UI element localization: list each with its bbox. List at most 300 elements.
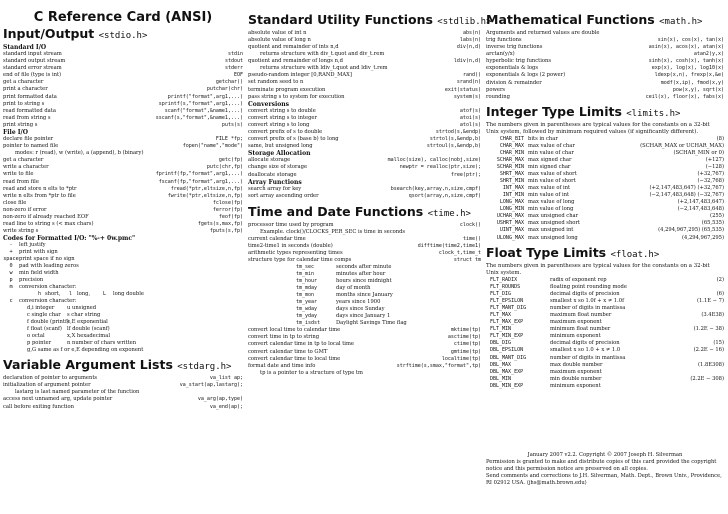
reference-row — [486, 80, 724, 87]
limit-row — [486, 235, 724, 242]
reference-row — [248, 349, 481, 356]
row-label: SCHAR_MAX — [496, 156, 524, 163]
row-label: CHAR_MAX — [499, 142, 524, 149]
conversion-row — [3, 326, 243, 333]
row-label: write to file — [3, 171, 34, 178]
row-value: fwrite(*ptr,eltsize,n,fp) — [167, 192, 243, 199]
conversion-row — [3, 333, 243, 340]
stdio-heading: Input/Output <stdio.h> — [3, 26, 148, 41]
row-value: conversion character: — [19, 284, 77, 291]
row-label: SHRT_MIN — [499, 178, 524, 185]
row-value: sinh(x), cosh(x), tanh(x) — [648, 58, 724, 65]
reference-row — [248, 30, 481, 37]
row-value: days since Sunday — [336, 306, 385, 313]
card-title: C Reference Card (ANSI) — [33, 10, 213, 25]
row-extra: (+32,767) — [697, 171, 724, 178]
row-value: minimum float number — [550, 326, 611, 333]
tm-field-row — [248, 285, 481, 292]
permission-notice: Permission is granted to make and distribute copies of this card provided the copyright notice and this permission notice are preserved on all copies. — [486, 459, 717, 472]
row-label: non-zero if error — [3, 206, 47, 213]
conversion-list — [3, 305, 243, 347]
row-value: min value of long — [528, 206, 574, 213]
stdlib-list — [248, 30, 481, 51]
row-label: convert string s to double — [248, 107, 316, 114]
float-limit-row — [486, 333, 724, 340]
file-io-list-2 — [3, 157, 243, 235]
float-list — [486, 277, 724, 391]
row-value: n number of chars written — [67, 340, 137, 347]
row-label: LONG_MAX — [499, 199, 524, 206]
reference-row — [248, 356, 481, 363]
row-extra: (+2,147,483,647) (+32,767) — [649, 185, 724, 192]
reference-row — [248, 143, 481, 150]
tm-field-row — [248, 271, 481, 278]
row-label: arithmetic types representing times — [248, 250, 343, 257]
row-value: asctime(tp) — [447, 334, 481, 341]
row-value: bsearch(key,array,n,size,cmpf) — [390, 185, 481, 192]
row-label: call before exiting function — [3, 403, 75, 410]
reference-row — [3, 171, 243, 178]
reference-row — [3, 228, 243, 235]
row-extra: (4,294,967,295) (65,535) — [658, 227, 724, 234]
row-value: free(ptr); — [450, 171, 481, 178]
row-extra: (3.4E38) — [701, 312, 724, 319]
row-value: fprintf(fp,"format",arg1,...) — [155, 171, 243, 178]
row-value: decimal digits of precision — [550, 290, 620, 297]
stdlib-heading: Standard Utility Functions <stdlib.h> — [248, 12, 492, 27]
row-label: tm_sec — [296, 264, 315, 271]
row-label: m — [9, 284, 13, 291]
array-list — [248, 186, 481, 200]
reference-row — [248, 157, 481, 164]
row-label: USHRT_MAX — [496, 220, 524, 227]
row-label: tm_hour — [296, 278, 318, 285]
float-limit-row — [486, 355, 724, 362]
row-label: convert prefix of s (base b) to long — [248, 136, 339, 143]
reference-row — [486, 72, 724, 79]
row-extra: (SCHAR_MAX or UCHAR_MAX) — [640, 142, 724, 149]
row-label: DBL_MIN — [490, 375, 512, 382]
reference-row — [248, 243, 481, 250]
reference-row — [248, 94, 481, 101]
row-value: va_arg(ap,type) — [197, 396, 243, 403]
float-intro: The numbers given in parentheses are typical values for the constants on a 32-bit Unix system. — [486, 262, 710, 276]
row-value: atan2(y,x) — [693, 51, 724, 58]
float-limit-row — [486, 383, 724, 390]
row-value: fgets(s,max,fp) — [197, 221, 243, 228]
reference-row — [3, 94, 243, 101]
float-limit-row — [486, 291, 724, 298]
row-label: tm_mday — [296, 285, 318, 292]
reference-row — [3, 115, 243, 122]
reference-row — [3, 136, 243, 143]
float-limit-row — [486, 369, 724, 376]
row-extra: (−32,768) — [697, 178, 724, 185]
row-label: 0 — [9, 263, 13, 270]
reference-row — [3, 179, 243, 186]
row-label: allocate storage — [248, 157, 291, 164]
reference-row — [486, 58, 724, 65]
reference-row — [248, 72, 481, 79]
row-value: min field width — [19, 270, 59, 277]
row-value: exp(x), log(x), log10(x) — [651, 65, 724, 72]
row-value: ldiv(n,d) — [453, 58, 481, 65]
row-value: e,E exponential — [67, 319, 108, 326]
tm-field-row — [248, 278, 481, 285]
row-value: fopen("name","mode") — [182, 143, 243, 150]
time-note: tp is a pointer to a structure of type tm — [260, 369, 363, 376]
row-label: arctan(y/x) — [486, 51, 515, 58]
row-label: convert local time to calendar time — [248, 327, 341, 334]
row-label: pseudo-random integer [0,RAND_MAX] — [248, 72, 352, 79]
copyright: January 2007 v2.2. Copyright © 2007 Joseph H. Silverman — [527, 452, 683, 458]
row-value: localtime(tp) — [441, 355, 481, 362]
reference-row — [486, 94, 724, 101]
row-value: printf("format",arg1,...) — [167, 93, 243, 100]
reference-row — [3, 101, 243, 108]
tm-field-row — [248, 299, 481, 306]
limit-row — [486, 227, 724, 234]
row-value: fread(*ptr,eltsize,n,fp) — [170, 185, 243, 192]
row-value: max double number — [550, 361, 603, 368]
row-label: search array for key — [248, 185, 302, 192]
row-label: convert prefix of s to double — [248, 129, 323, 136]
tm-field-row — [248, 264, 481, 271]
reference-row — [3, 382, 243, 389]
limit-row — [486, 164, 724, 171]
row-label: time2-time1 in seconds (double) — [248, 242, 333, 249]
row-label: quotient and remainder of ints n,d — [248, 44, 339, 51]
row-label: current calendar time — [248, 235, 306, 242]
reference-row — [248, 186, 481, 193]
row-label: structure type for calendar time comps — [248, 257, 352, 264]
row-value: minimum exponent — [550, 382, 601, 389]
row-label: print string s — [3, 121, 38, 128]
reference-row — [248, 115, 481, 122]
row-value: abs(n) — [462, 30, 481, 36]
float-limit-row — [486, 319, 724, 326]
row-value: minutes after hour — [336, 271, 386, 278]
row-label: tm_min — [296, 271, 315, 278]
row-value: ldexp(x,n), frexp(x,&e) — [654, 72, 724, 79]
row-value: getchar() — [215, 79, 243, 86]
row-value: atoi(s) — [459, 114, 481, 121]
row-value: scanf("format",&name1,...) — [164, 107, 243, 114]
reference-row — [3, 86, 243, 93]
row-value: strtol(s,&endp,b) — [429, 136, 481, 143]
column-3 — [486, 0, 724, 390]
limits-heading: Integer Type Limits <limits.h> — [486, 103, 681, 119]
row-value: max value of short — [528, 171, 577, 178]
reference-row — [486, 37, 724, 44]
row-extra: (2.2E − 16) — [693, 347, 724, 354]
row-value: putc(chr,fp) — [206, 164, 243, 171]
standard-io-title: Standard I/O — [3, 44, 47, 51]
row-value: strtoul(s,&endp,b) — [426, 143, 481, 150]
reference-row — [248, 44, 481, 51]
row-value: max signed char — [528, 156, 572, 163]
row-value: hours since midnight — [336, 278, 392, 285]
row-extra: (+2,147,483,647) — [677, 199, 724, 206]
tm-field-row — [248, 306, 481, 313]
row-value: fputs(s,fp) — [209, 228, 243, 235]
row-value: s char string — [67, 312, 101, 319]
stdlib-list-3 — [248, 72, 481, 100]
row-value: strtod(s,&endp) — [435, 129, 481, 136]
row-label: read formatted data — [3, 107, 56, 114]
row-extra: (1.8E308) — [698, 361, 724, 368]
reference-row — [248, 136, 481, 143]
row-label: DBL_MAX_EXP — [490, 368, 524, 375]
row-value: left justify — [19, 242, 46, 249]
row-label: convert string s to integer — [248, 114, 317, 121]
format-code-row — [3, 242, 243, 249]
row-value: div(n,d) — [456, 44, 481, 51]
row-label: FLT_MIN_EXP — [490, 333, 524, 340]
row-label: tm_yday — [296, 313, 318, 320]
reference-row — [248, 250, 481, 257]
format-code-row — [3, 249, 243, 256]
file-io-title: File I/O — [3, 129, 28, 137]
row-extra: (65,535) — [701, 220, 724, 227]
row-extra: (+127) — [705, 156, 724, 163]
column-1 — [3, 0, 243, 411]
reference-row — [3, 157, 243, 164]
reference-row — [248, 37, 481, 44]
row-label: print a character — [3, 86, 48, 93]
row-label: SCHAR_MIN — [496, 164, 524, 171]
reference-row — [248, 122, 481, 129]
standard-io-list — [3, 51, 243, 129]
row-label: exponentials & logs (2 power) — [486, 72, 566, 79]
row-value: years since 1900 — [336, 299, 381, 306]
row-label: DBL_DIG — [490, 340, 512, 347]
time-example: Example. clock()/CLOCKS_PER_SEC is time in seconds — [260, 228, 406, 235]
conversions-title: Conversions — [248, 100, 290, 108]
row-value: getc(fp) — [218, 157, 243, 164]
row-value: max unsigned int — [528, 227, 574, 234]
row-value: day of month — [336, 285, 371, 292]
limit-row — [486, 171, 724, 178]
limit-row — [486, 206, 724, 213]
row-value: lf double (scanf) — [67, 326, 110, 333]
row-extra: (15) — [713, 340, 724, 347]
row-value: months since January — [336, 292, 393, 299]
reference-row — [3, 200, 243, 207]
row-value: time() — [462, 235, 481, 242]
row-value: bits in char — [528, 135, 558, 142]
row-value: srand(n) — [456, 79, 481, 86]
row-extra — [662, 383, 724, 390]
row-label: format date and time info — [248, 362, 316, 369]
row-label: write a character — [3, 164, 49, 171]
row-label: tm_mon — [296, 292, 315, 299]
row-value: print with sign — [19, 249, 58, 256]
row-label: CHAR_MIN — [499, 149, 524, 156]
reference-row — [3, 164, 243, 171]
row-value: maximum exponent — [550, 319, 602, 326]
gG-note: g,G same as f or e,E depending on exponent — [27, 347, 144, 354]
float-limit-row — [486, 284, 724, 291]
reference-row — [248, 58, 481, 65]
row-value: struct tm — [453, 257, 481, 264]
row-value: atof(s) — [459, 107, 481, 114]
stdarg-list-2 — [3, 396, 243, 410]
stdarg-heading: Variable Argument Lists <stdarg.h> — [3, 357, 232, 373]
stdarg-note: lastarg is last named parameter of the function — [15, 389, 140, 396]
row-label: tm_year — [296, 299, 318, 306]
reference-row — [486, 87, 724, 94]
math-intro: Arguments and returned values are double — [486, 30, 600, 36]
conversions-list — [248, 108, 481, 151]
row-value: min value of char — [528, 149, 574, 156]
reference-row — [248, 108, 481, 115]
row-value: modf(x,ip), fmod(x,y) — [660, 79, 724, 86]
row-value: days since January 1 — [336, 313, 391, 320]
row-value: ceil(x), floor(x), fabs(x) — [645, 93, 724, 100]
row-label: end of file (type is int) — [3, 72, 62, 79]
codes-list — [3, 242, 243, 291]
row-extra: (−2,147,483,648) (−32,767) — [649, 192, 724, 199]
m-line: h short, l long, L long double — [37, 291, 144, 298]
row-extra: (255) — [710, 213, 724, 220]
row-label: set random seed to n — [248, 79, 304, 86]
limits-intro: The numbers given in parentheses are typical values for the constants on a 32-bit Unix system, followed by minimum required values (if significantly different). — [486, 121, 710, 135]
reference-row — [3, 72, 243, 79]
limit-row — [486, 213, 724, 220]
float-limit-row — [486, 347, 724, 354]
row-label: SHRT_MAX — [499, 171, 524, 178]
reference-row — [248, 172, 481, 179]
reference-row — [248, 87, 481, 94]
row-extra: (2.2E − 308) — [690, 375, 724, 382]
tm-field-row — [248, 320, 481, 327]
reference-row — [248, 222, 481, 229]
row-value: newptr = realloc(ptr,size); — [399, 164, 481, 171]
limit-row — [486, 143, 724, 150]
row-value: FILE *fp; — [215, 136, 243, 143]
row-label: change size of storage — [248, 164, 308, 171]
row-value: maximum exponent — [550, 368, 602, 375]
reference-row — [3, 221, 243, 228]
row-value: max unsigned short — [528, 220, 580, 227]
row-extra: (−128) — [705, 164, 724, 171]
row-label: initialization of argument pointer — [3, 382, 91, 389]
row-label: DBL_MANT_DIG — [490, 354, 527, 361]
reference-row — [248, 327, 481, 334]
row-value: min double number — [550, 375, 602, 382]
stdarg-list — [3, 375, 243, 389]
limit-row — [486, 157, 724, 164]
row-value: va_start(ap,lastarg); — [179, 382, 243, 389]
file-io-list — [3, 136, 243, 150]
time-list-2 — [248, 236, 481, 264]
float-limit-row — [486, 340, 724, 347]
row-value: min value of int — [528, 192, 570, 199]
row-extra — [662, 305, 724, 312]
reference-row — [3, 214, 243, 221]
row-label: standard error stream — [3, 65, 62, 72]
row-label: tm_isdst — [296, 320, 321, 327]
format-code-row — [3, 277, 243, 284]
row-value: EOF — [233, 72, 243, 79]
row-value: min value of short — [528, 178, 576, 185]
reference-row — [486, 44, 724, 51]
row-label: LONG_MIN — [499, 206, 524, 213]
row-label: ULONG_MAX — [496, 234, 524, 241]
reference-row — [3, 51, 243, 58]
format-code-row — [3, 263, 243, 270]
limits-list — [486, 136, 724, 242]
reference-row — [486, 51, 724, 58]
reference-row — [3, 122, 243, 129]
row-label: convert calendar time to local time — [248, 355, 341, 362]
row-label: DBL_EPSILON — [490, 347, 524, 354]
reference-row — [248, 341, 481, 348]
reference-row — [248, 193, 481, 200]
row-label: INT_MAX — [502, 185, 524, 192]
row-extra — [662, 284, 724, 291]
row-label: INT_MIN — [502, 192, 524, 199]
row-value: ctime(tp) — [453, 341, 481, 348]
reference-row — [248, 363, 481, 370]
row-value: number of digits in mantissa — [550, 354, 626, 361]
row-label: division & remainder — [486, 79, 542, 86]
row-value: stdin — [227, 51, 243, 57]
time-heading: Time and Date Functions <time.h> — [248, 203, 471, 219]
row-value: min signed char — [528, 164, 571, 171]
math-list — [486, 37, 724, 101]
reference-row — [248, 236, 481, 243]
row-label: absolute value of long n — [248, 37, 311, 44]
row-label: UCHAR_MAX — [496, 213, 524, 220]
row-label: write string s — [3, 228, 39, 235]
float-limit-row — [486, 326, 724, 333]
reference-row — [3, 375, 243, 382]
row-label: read from file — [3, 178, 39, 185]
row-label: deallocate storage — [248, 171, 297, 178]
row-label: CHAR_BIT — [499, 135, 524, 142]
row-extra: (4,294,967,295) — [682, 234, 724, 241]
float-limit-row — [486, 376, 724, 383]
row-value: Daylight Savings Time flag — [336, 320, 407, 327]
row-value: stderr — [224, 65, 243, 72]
row-label: FLT_MANT_DIG — [490, 304, 527, 311]
row-value: max value of char — [528, 142, 575, 149]
conversion-row — [3, 340, 243, 347]
float-limit-row — [486, 362, 724, 369]
reference-row — [3, 186, 243, 193]
row-extra: (8) — [716, 135, 724, 142]
row-extra: (2) — [716, 276, 724, 283]
row-value: max unsigned char — [528, 213, 579, 220]
row-label: processor time used by program — [248, 221, 334, 228]
row-extra — [662, 369, 724, 376]
row-label: write n elts from *ptr to file — [3, 192, 76, 199]
row-value: smallest x so 1.0 + x ≠ 1.0 — [550, 347, 621, 354]
row-label: get a character — [3, 79, 44, 86]
row-value: x,X hexadecimal — [67, 333, 110, 340]
row-label: read line to string s (< max chars) — [3, 221, 94, 228]
float-limit-row — [486, 277, 724, 284]
row-label: quotient and remainder of longs n,d — [248, 58, 343, 65]
row-value: va_end(ap); — [209, 403, 243, 410]
row-value: rand() — [462, 72, 481, 79]
row-label: same, but unsigned long — [248, 143, 313, 150]
row-label: convert calendar time in tp to local time — [248, 341, 354, 348]
reference-row — [3, 58, 243, 65]
row-label: access next unnamed arg, update pointer — [3, 396, 113, 403]
